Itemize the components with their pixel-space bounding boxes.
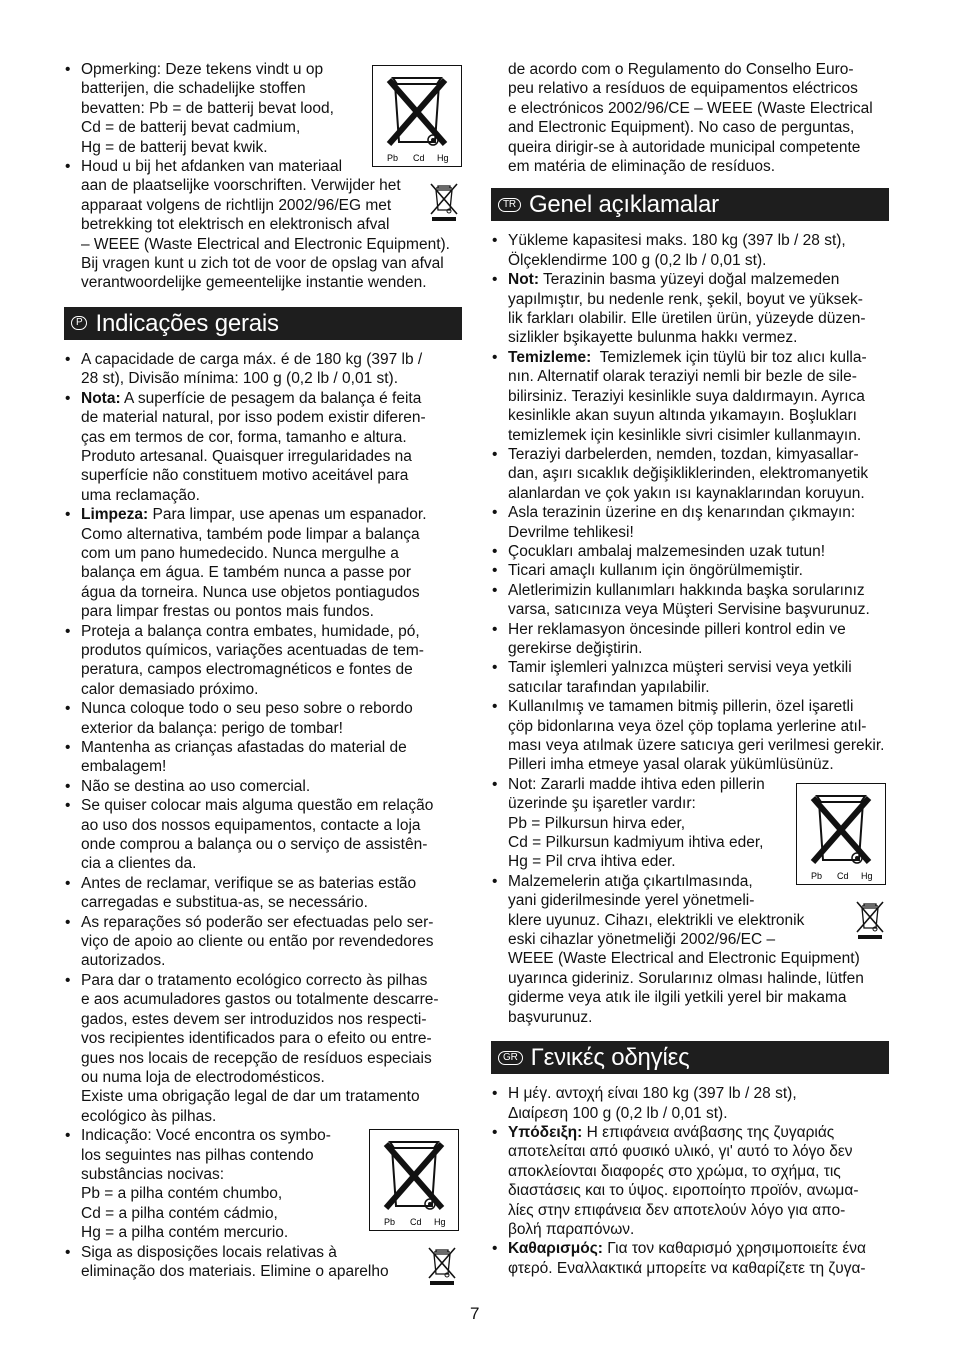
gr-capacity-item: • Η μέγ. αντοχή είναι 180 kg (397 lb / 28 st), Διαίρεση 100 g (0,2 lb / 0,01 st). (491, 1084, 889, 1123)
tr-repairs-item: • Tamir işlemleri yalnızca müşteri servisi veya yetkili satıcılar tarafından yapılabilir. (491, 658, 889, 697)
tr-disposal-item: • Malzemelerin atığa çıkartılmasında, yani giderilmesinde yerel yönetmeli- klere uyunuz. Cihazı, elektrikli ve elektronik eski cihazlar yönetmeliği 2002/96/EC – WEEE (Waste Electrical and Electronic Equipment) uyarınca gideriniz. Sorularınız olması halinde, lütfen giderme veya atık ile ilgili yetkili yerel bir makama başvurunuz. (491, 872, 889, 1027)
pt-capacity-item: • A capacidade de carga máx. é de 180 kg (397 lb / 28 st), Divisão mínima: 100 g (0,2 lb / 0,01 st). (64, 350, 462, 389)
svg-text:Pb: Pb (811, 871, 823, 881)
crossed-bin-icon (797, 784, 885, 884)
weee-symbol-nl (429, 180, 459, 222)
pt-continued-paragraph: de acordo com o Regulamento do Conselho Euro- peu relativo a resíduos de equipamentos eléctricos e electrónicos 2002/96/CE – WEEE (Waste Electrical and Electronic Equipment). No caso de perguntas, queira dirigir-se à autoridade municipal competente em matéria de eliminação de resíduos. (508, 61, 873, 176)
gr-list (491, 1084, 889, 1278)
pt-language-badge: P (71, 316, 87, 330)
svg-text:Hg: Hg (437, 153, 449, 163)
pt-dispose-item: • Siga as disposições locais relativas à eliminação dos materiais. Elimine o aparelho (64, 1243, 462, 1282)
pt-limpeza-label: Limpeza: (81, 506, 149, 524)
battery-bin-symbol-pt (369, 1129, 459, 1231)
pt-indicacao-item: • Indicação: Vocé encontra os symbo- los seguintes nas pilhas contendo substâncias nocivas: Pb = a pilha contém chumbo, Cd = a pilha contém cádmio, Hg = a pilha contém mercurio. (64, 1126, 462, 1242)
tr-heading-text: Genel açıklamalar (528, 191, 719, 219)
tr-temizleme-item: • Temizleme: Temizlemek için tüylü bir toz alıcı kulla- nın. Alternatif olarak teraziyi nemli bir bezle de sile- bilirsiniz. Teraziyi kesinlikle suya daldırmayın. Ayrıca kesinlikle akan suyun altında yıkamayın. Boşlukları temizlemek için kesinlikle sivri cisimler kullanmayın. (491, 348, 889, 445)
pt-heading (64, 307, 462, 340)
tr-heading (491, 188, 889, 221)
pt-edge-item: • Nunca coloque todo o seu peso sobre o rebordo exterior da balança: perigo de tombar! (64, 699, 462, 738)
tr-edge-item: • Asla terazinin üzerine en dış kenarından çıkmayın: Devrilme tehlikesi! (491, 503, 889, 542)
gr-heading-text: Γενικές οδηγίες (530, 1043, 690, 1071)
tr-used-batteries-item: • Kullanılmış ve tamamen bitmiş pillerin, özel işaretli çöp bidonlarına veya özel çöp toplama yerlerine atıl- ması veya atılmak üzere satıcıya geri verilmesi gerekir. Pilleri imha etmeye yasal olarak yükümlüsünüz. (491, 697, 889, 775)
nl-disposal-item: • Houd u bij het afdanken van materiaal aan de plaatselijke voorschriften. Verwijder het apparaat volgens de richtlijn 2002/96/EG met betrekking tot elektrisch en elektronisch afval – WEEE (Waste Electrical and Electronic Equipment). Bij vragen kunt u zich tot de voor de opslag van afval verantwoordelijke gemeentelijke instantie wenden. (64, 157, 462, 293)
tr-not-item: • Not: Terazinin basma yüzeyi doğal malzemeden yapılmıştır, bu nedenle renk, şekil, boyut ve yüksek- lik farkları olabilir. Elle üretilen ürün, yüzeyde düzen- sizlikler bşikayette bulunma hakkı vermez. (491, 270, 889, 348)
page-number: 7 (470, 1304, 480, 1323)
pt-repairs-item: • As reparações só poderão ser efectuadas pelo ser- viço de apoio ao cliente ou então por revendedores autorizados. (64, 913, 462, 971)
gr-language-badge: GR (498, 1051, 523, 1065)
crossed-wheelie-bin-icon (855, 898, 885, 940)
weee-symbol-pt (427, 1244, 457, 1286)
svg-text:Cd: Cd (837, 871, 849, 881)
gr-ypodeixi-label: Υπόδειξη: (508, 1123, 583, 1141)
tr-note-item: • Not: Zararli madde ihtiva eden pillerin üzerinde şu işaretler vardır: Pb = Pilkursun hirva eder, Cd = Pilkursun kadmiyum ihtiva eder, Hg = Pil crva ihtiva eder. (491, 775, 889, 872)
crossed-bin-icon (370, 1130, 458, 1230)
battery-bin-symbol-nl (372, 65, 462, 167)
svg-text:Pb: Pb (384, 1217, 396, 1227)
crossed-wheelie-bin-icon (429, 180, 459, 222)
pt-eco-item: • Para dar o tratamento ecológico correcto às pilhas e aos acumuladores gastos ou totalmente descarre- gados, estes devem ser introduzidos nos respecti- vos recipientes identificados para o efeito ou entre- gues nos locais de recepção de resíduos especiais ou numa loja de electrodomésticos. Existe uma obrigação legal de dar um tratamento ecológico às pilhas. (64, 971, 462, 1126)
nl-note-item: • Opmerking: Deze tekens vindt u op batterijen, die schadelijke stoffen bevatten: Pb = de batterij bevat lood, Cd = de batterij bevat cadmium, Hg = de batterij bevat kwik. (64, 60, 371, 157)
tr-temizleme-label: Temizleme: (508, 348, 592, 366)
pt-nota-label: Nota: (81, 389, 121, 407)
gr-ypodeixi-item: • Υπόδειξη: Η επιφάνεια ανάβασης της ζυγαριάς αποτελείται από φυσικό υλικό, γι' αυτό το λόγο δεν αποκλείονται διαφορές στο χρώμα, το σχήμα, τις διαστάσεις και το ύψος. ειροποίητο προϊόν, ανωμα- λίες στην επιφάνεια δεν αποτελούν λόγο για απο- βολή παραπόνων. (491, 1123, 889, 1239)
pt-nota-item: • Nota: A superfície de pesagem da balança é feita de material natural, por isso podem existir diferen- ças em termos de cor, forma, tamanho e altura. Produto artesanal. Quaisquer irregularidades na superfície não constituem motivo aceitável para uma reclamação. (64, 389, 462, 505)
gr-katharismos-item: • Καθαρισμός: Για τον καθαρισμό χρησιμοποιείτε ένα φτερό. Εναλλακτικά μπορείτε να καθαρίζετε τη ζυγα- (491, 1239, 889, 1278)
tr-questions-item: • Aletlerimizin kullanımları hakkında başka sorularınız varsa, satıcınıza veya Müşteri Servisine başvurunuz. (491, 581, 889, 620)
svg-text:Pb: Pb (387, 153, 399, 163)
tr-not-label: Not: (508, 271, 539, 289)
svg-text:Hg: Hg (861, 871, 873, 881)
tr-children-item: • Çocukları ambalaj malzemesinden uzak tutun! (491, 542, 889, 561)
pt-children-item: • Mantenha as crianças afastadas do material de embalagem! (64, 738, 462, 777)
tr-protect-item: • Teraziyi darbelerden, nemden, tozdan, kimyasallar- dan, aşırı sıcaklık değişikliklerinden, elektromanyetik alanlardan ve çok yakın ısı kaynaklarından koruyun. (491, 445, 889, 503)
battery-bin-symbol-tr (796, 783, 886, 885)
pt-commercial-item: • Não se destina ao uso comercial. (64, 777, 462, 796)
svg-text:Hg: Hg (434, 1217, 446, 1227)
pt-batteries-item: • Antes de reclamar, verifique se as baterias estão carregadas e substitua-as, se necessário. (64, 874, 462, 913)
svg-text:Cd: Cd (410, 1217, 422, 1227)
crossed-wheelie-bin-icon (427, 1244, 457, 1286)
crossed-bin-icon (373, 66, 461, 166)
left-column (64, 60, 462, 1281)
gr-katharismos-label: Καθαρισμός: (508, 1240, 603, 1258)
pt-questions-item: • Se quiser colocar mais alguma questão em relação ao uso dos nossos equipamentos, contacte a loja onde comprou a balança ou o serviço de assistên- cia a clientes da. (64, 796, 462, 874)
tr-battery-item: • Her reklamasyon öncesinde pilleri kontrol edin ve gerekirse değiştirin. (491, 620, 889, 659)
pt-protect-item: • Proteja a balança contra embates, humidade, pó, produtos químicos, variações acentuadas de tem- peratura, campos electromagnéticos e fontes de calor demasiado próximo. (64, 622, 462, 700)
right-column (491, 60, 889, 1278)
tr-capacity-item: • Yükleme kapasitesi maks. 180 kg (397 lb / 28 st), Ölçeklendirme 100 g (0,2 lb / 0,01 st). (491, 231, 889, 270)
pt-limpeza-item: • Limpeza: Para limpar, use apenas um espanador. Como alternativa, também pode limpar a balança com um pano humedecido. Nunca mergulhe a balança em água. E também nunca a passe por água da torneira. Nunca use objetos pontiagudos para limpar frestas ou pontos mais fundos. (64, 505, 462, 621)
tr-language-badge: TR (498, 198, 521, 212)
gr-heading (491, 1041, 889, 1074)
weee-symbol-tr (855, 898, 885, 940)
pt-heading-text: Indicações gerais (95, 309, 279, 337)
svg-text:Cd: Cd (413, 153, 425, 163)
tr-list (491, 231, 889, 1027)
tr-commercial-item: • Ticari amaçlı kullanım için öngörülmemiştir. (491, 561, 889, 580)
